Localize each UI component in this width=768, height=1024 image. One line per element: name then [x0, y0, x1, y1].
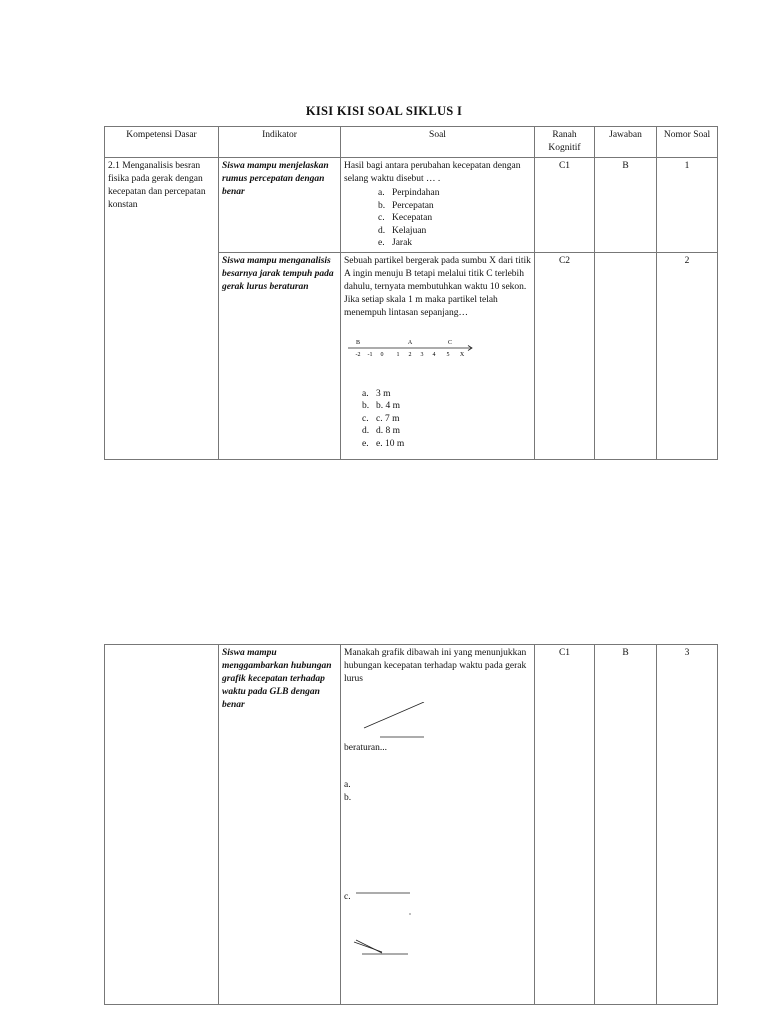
tick-label: X — [459, 351, 465, 358]
header-nomor: Nomor Soal — [657, 127, 718, 158]
list-item: b. Percepatan — [378, 200, 434, 211]
kisi-table-bottom — [104, 644, 718, 1005]
question-text-cont: beraturan... — [344, 743, 387, 753]
graph-svg — [360, 702, 460, 752]
page-title: KISI KISI SOAL SIKLUS I — [305, 104, 463, 118]
ranah-cell: C2 — [535, 252, 595, 459]
list-item: a. Perpindahan — [378, 188, 440, 198]
tick-label: 1 — [396, 351, 400, 358]
tick-label: 0 — [380, 351, 384, 358]
tick-label: 2 — [408, 351, 412, 358]
tick-label: -2 — [355, 351, 361, 358]
kompetensi-cell: 2.1 Menganalisis besran fisika pada gerak dengan kecepatan dan percepatan konstan — [105, 158, 219, 460]
question-text: Hasil bagi antara perubahan kecepatan dengan selang waktu disebut … . — [344, 161, 521, 184]
ranah-cell: C1 — [535, 645, 595, 1005]
list-item: d. Kelajuan — [378, 225, 427, 236]
graph-figure-top — [344, 686, 531, 742]
list-item: a. 3 m — [362, 388, 391, 399]
nomor-cell: 1 — [657, 158, 718, 253]
list-item: c. c. 7 m — [362, 413, 400, 424]
point-label-b: B — [355, 339, 361, 346]
option-label-b: b. — [344, 793, 352, 803]
jawaban-cell — [595, 252, 657, 459]
ranah-cell: C1 — [535, 158, 595, 253]
table-row — [105, 158, 718, 253]
soal-cell — [341, 252, 535, 459]
graph-svg — [352, 904, 452, 974]
soal-cell — [341, 158, 535, 253]
header-soal: Soal — [341, 127, 535, 158]
indikator-cell: Siswa mampu menganalisis besarnya jarak tempuh pada gerak lurus beraturan — [219, 252, 341, 459]
option-label-c: c. — [344, 892, 351, 902]
number-line-svg — [344, 338, 474, 362]
tick-label: 5 — [446, 351, 450, 358]
tick-label: 3 — [420, 351, 424, 358]
indikator-cell: Siswa mampu menjelaskan rumus percepatan dengan benar — [219, 158, 341, 253]
list-item: e. Jarak — [378, 238, 413, 248]
soal-cell — [341, 645, 535, 1005]
list-item: b. b. 4 m — [362, 401, 401, 411]
jawaban-cell: B — [595, 158, 657, 253]
list-item: e. e. 10 m — [362, 438, 405, 449]
point-label-a: A — [407, 339, 413, 346]
options-list — [344, 388, 531, 451]
header-jawaban: Jawaban — [595, 127, 657, 158]
tick-label: -1 — [367, 351, 373, 358]
question-text: Sebuah partikel bergerak pada sumbu X dari titik A ingin menuju B tetapi melalui titik C terlebih dahulu, ternyata membutuhkan waktu 10 sekon. Jika setiap skala 1 m maka partikel telah menempuh lintasan sepanjang… — [344, 255, 531, 318]
kompetensi-cell — [105, 645, 219, 1005]
indikator-cell: Siswa mampu menggambarkan hubungan grafik kecepatan terhadap waktu pada GLB dengan benar — [219, 645, 341, 1005]
option-label-a: a. — [344, 780, 351, 790]
options-list — [344, 187, 531, 250]
table-row — [105, 645, 718, 1005]
header-kompetensi: Kompetensi Dasar — [105, 127, 219, 158]
kisi-table-top — [104, 126, 718, 460]
number-line-figure — [344, 334, 531, 374]
nomor-cell: 3 — [657, 645, 718, 1005]
table-header-row — [105, 127, 718, 158]
question-text: Manakah grafik dibawah ini yang menunjukkan hubungan kecepatan terhadap waktu pada gerak lurus — [344, 648, 527, 684]
tick-label: 4 — [432, 351, 436, 358]
nomor-cell: 2 — [657, 252, 718, 459]
jawaban-cell: B — [595, 645, 657, 1005]
graph-figure-c — [344, 904, 531, 974]
graph-figure-b — [344, 805, 531, 891]
header-indikator: Indikator — [219, 127, 341, 158]
list-item: d. d. 8 m — [362, 426, 401, 436]
header-ranah: Ranah Kognitif — [535, 127, 595, 158]
point-label-c: C — [447, 339, 453, 346]
list-item: c. Kecepatan — [378, 213, 433, 223]
